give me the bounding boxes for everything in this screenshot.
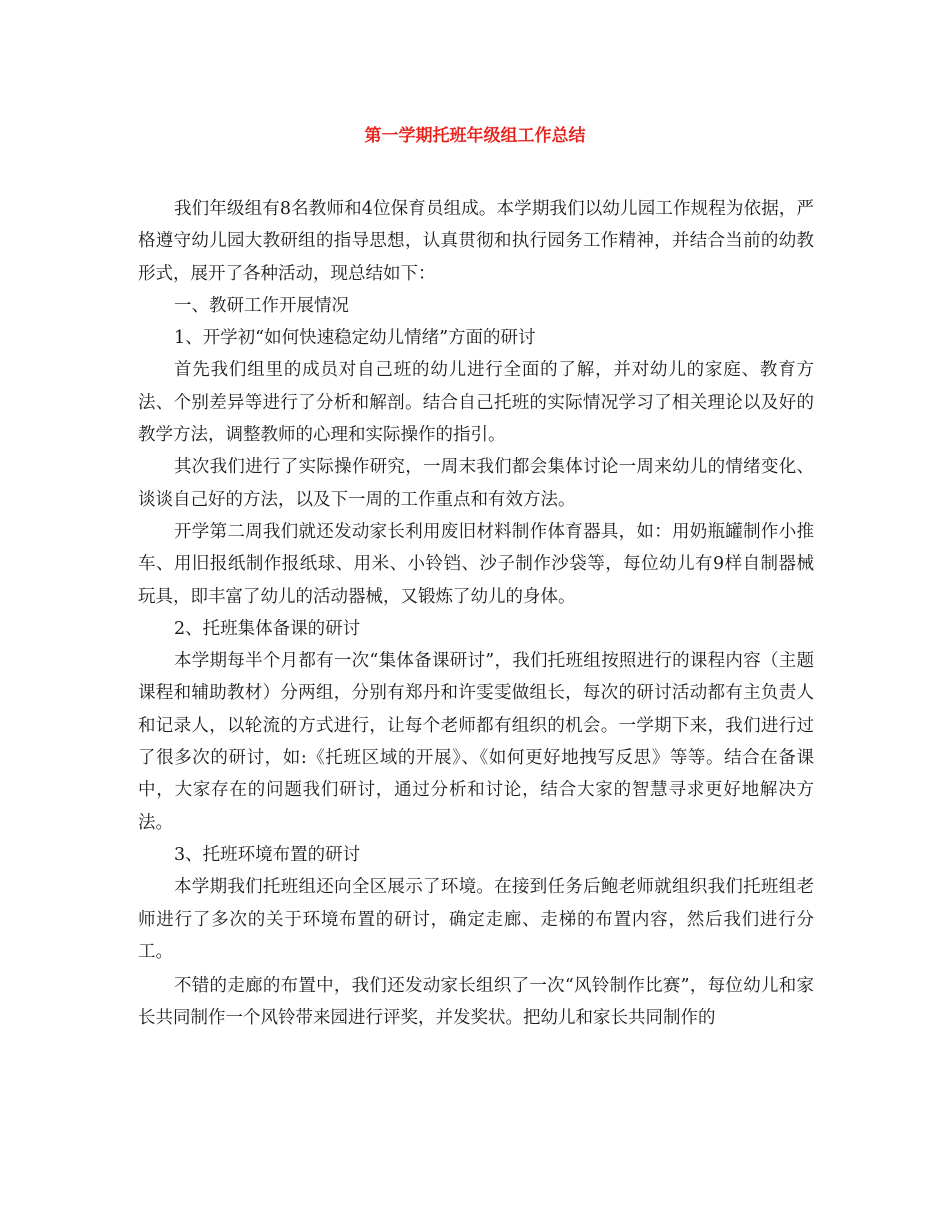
paragraph-wind-chime: 不错的走廊的布置中，我们还发动家长组织了一次“风铃制作比赛”，每位幼儿和家长共同制作一个风铃带来园进行评奖，并发奖状。把幼儿和家长共同制作的 — [138, 976, 814, 1029]
subheading-lesson-planning: 2、托班集体备课的研讨 — [174, 618, 361, 639]
paragraph-intro: 我们年级组有8名教师和4位保育员组成。本学期我们以幼儿园工作规程为依据，严格遵守幼儿园大教研组的指导思想，认真贯彻和执行园务工作精神，并结合当前的幼教形式，展开了各种活动，现总结如下： — [138, 199, 814, 284]
paragraph-lesson-planning: 本学期每半个月都有一次“集体备课研讨”，我们托班组按照进行的课程内容（主题课程和辅助教材）分两组，分别有郑丹和许雯雯做组长，每次的研讨活动都有主负责人和记录人，以轮流的方式进行，让每个老师都有组织的机会。一学期下来，我们进行过了很多次的研讨，如:《托班区域的开展》、《如何更好地拽写反思》等等。结合在备课中，大家存在的问题我们研讨，通过分析和讨论，结合大家的智慧寻求更好地解决方法。 — [138, 651, 814, 833]
section-heading-research: 一、教研工作开展情况 — [174, 295, 349, 316]
subheading-emotion-research: 1、开学初“如何快速稳定幼儿情绪”方面的研讨 — [174, 328, 536, 349]
paragraph-practice: 其次我们进行了实际操作研究，一周末我们都会集体讨论一周来幼儿的情绪变化、谈谈自己好的方法，以及下一周的工作重点和有效方法。 — [138, 457, 814, 510]
paragraph-environment: 本学期我们托班组还向全区展示了环境。在接到任务后鲍老师就组织我们托班组老师进行了多次的关于环境布置的研讨，确定走廊、走梯的布置内容，然后我们进行分工。 — [138, 877, 814, 962]
subheading-environment: 3、托班环境布置的研讨 — [174, 844, 361, 865]
document-body — [138, 193, 814, 1035]
document-title: 第一学期托班年级组工作总结 — [364, 126, 586, 146]
paragraph-analysis: 首先我们组里的成员对自己班的幼儿进行全面的了解，并对幼儿的家庭、教育方法、个别差异等进行了分析和解剖。结合自己托班的实际情况学习了相关理论以及好的教学方法，调整教师的心理和实际操作的指引。 — [138, 360, 814, 446]
paragraph-parent-materials: 开学第二周我们就还发动家长利用废旧材料制作体育器具，如：用奶瓶罐制作小推车、用旧报纸制作报纸球、用米、小铃铛、沙子制作沙袋等，每位幼儿有9样自制器械玩具，即丰富了幼儿的活动器械，又锻炼了幼儿的身体。 — [138, 521, 814, 607]
